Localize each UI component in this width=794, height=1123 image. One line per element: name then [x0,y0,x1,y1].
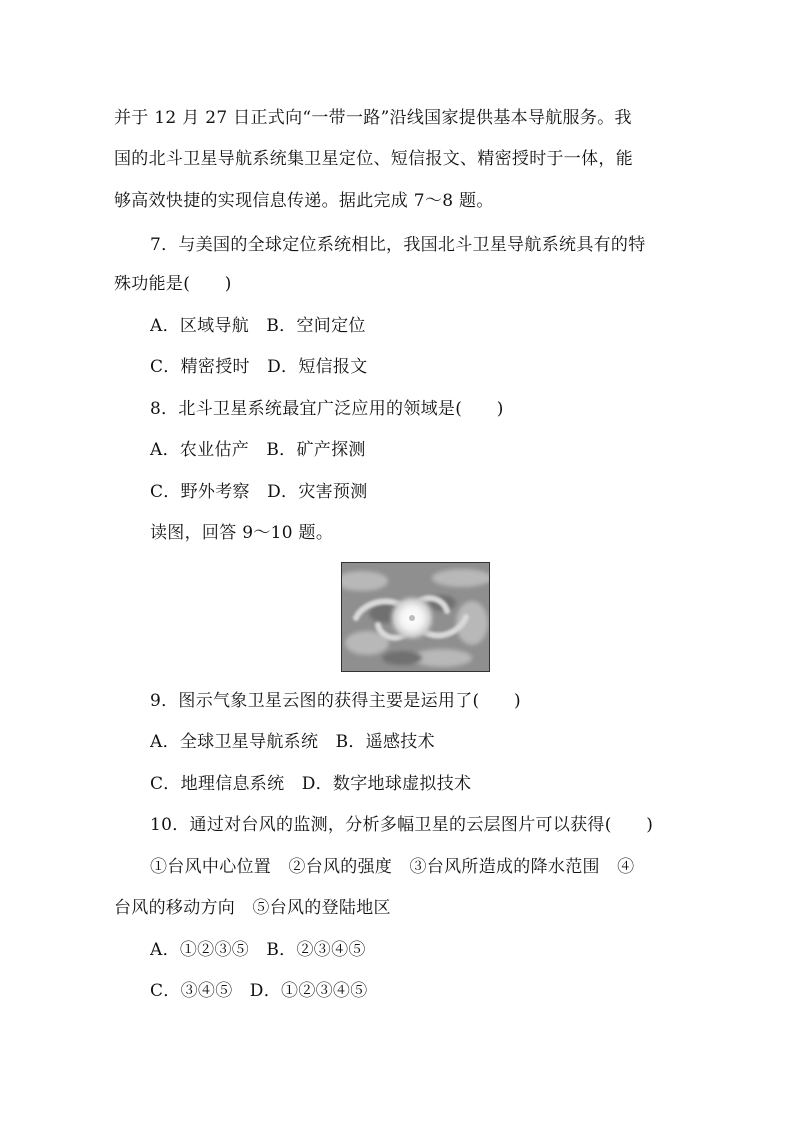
q10-options-cd: C．③④⑤ D．①②③④⑤ [150,981,368,1001]
q8-options-ab: A．农业估产 B．矿产探测 [150,440,366,460]
intro-line-1: 并于 12 月 27 日正式向“一带一路”沿线国家提供基本导航服务。我 [114,108,632,128]
q7-options-cd: C．精密授时 D．短信报文 [150,357,368,377]
q7-stem-line-2: 殊功能是( ) [114,274,232,294]
q9-stem: 9．图示气象卫星云图的获得主要是运用了( ) [150,691,521,711]
q8-options-cd: C．野外考察 D．灾害预测 [150,482,368,502]
intro-line-2: 国的北斗卫星导航系统集卫星定位、短信报文、精密授时于一体，能 [114,149,633,169]
read-figure-instruction: 读图，回答 9～10 题。 [150,523,334,543]
intro-line-3: 够高效快捷的实现信息传递。据此完成 7～8 题。 [114,191,494,211]
q7-options-ab: A．区域导航 B．空间定位 [150,316,366,336]
q9-options-ab: A．全球卫星导航系统 B．遥感技术 [150,732,435,752]
q10-options-ab: A．①②③⑤ B．②③④⑤ [150,940,366,960]
q10-items-line-1: ①台风中心位置 ②台风的强度 ③台风所造成的降水范围 ④ [150,857,635,877]
q10-items-line-2: 台风的移动方向 ⑤台风的登陆地区 [114,898,391,918]
q7-stem-line-1: 7．与美国的全球定位系统相比，我国北斗卫星导航系统具有的特 [150,235,646,255]
q10-stem: 10．通过对台风的监测，分析多幅卫星的云层图片可以获得( ) [150,815,654,835]
satellite-cloud-image [341,562,490,672]
q9-options-cd: C．地理信息系统 D．数字地球虚拟技术 [150,774,472,794]
q8-stem: 8．北斗卫星系统最宜广泛应用的领域是( ) [150,399,504,419]
